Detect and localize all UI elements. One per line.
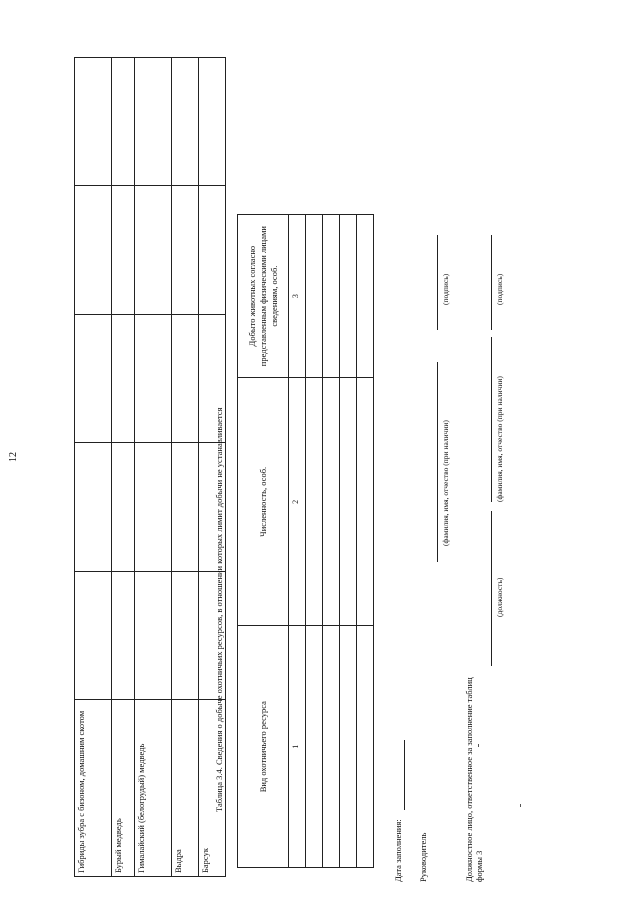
table-cell [323,378,340,626]
table-row [135,58,172,877]
official-name-hint: (фамилия, имя, отчество (при наличии) [495,376,504,502]
table-row [357,215,374,868]
table-cell [306,378,323,626]
table-caption: Таблица 3.4. Сведения о добыче охотничьих ресурсов, в отношении которых лимит добычи не устанавливается [214,407,224,812]
table-cell [340,626,357,868]
table-cell [135,314,172,442]
official-name-line [491,337,492,502]
head-name-hint: (фамилия, имя, отчество (при наличии) [441,420,450,546]
table-cell [357,215,374,378]
table-cell [199,58,226,186]
table-cell [112,443,135,571]
table-cell [340,215,357,378]
species-cell: Барсук [199,700,226,877]
species-cell: Гибриды зубра с бизоном, домашним скотом [75,700,112,877]
table-cell [172,58,199,186]
species-cell: Бурый медведь [112,700,135,877]
table-cell [112,186,135,314]
date-line [404,740,405,810]
table-cell [357,378,374,626]
scan-speck [478,744,479,747]
table-row [340,215,357,868]
table-cell [75,314,112,442]
table-row [306,215,323,868]
column-number-row [289,215,306,868]
table-row [112,58,135,877]
table-cell [135,186,172,314]
table-cell [172,571,199,699]
table-cell [75,186,112,314]
official-signature-hint: (подпись) [495,273,504,305]
table-cell [323,215,340,378]
official-position-line [491,511,492,666]
head-signature-line [437,235,438,330]
date-label: Дата заполнения: [393,819,403,882]
column-header-species: Вид охотничьего ресурса [238,626,289,868]
head-signature-hint: (подпись) [441,273,450,305]
table-cell [357,626,374,868]
table-cell [135,571,172,699]
table-cell [135,58,172,186]
column-header-harvested: Добыто животных согласно представленным физическими лицами сведениям, особ. [238,215,289,378]
table-cell [112,571,135,699]
species-cell: Гималайский (белогрудый) медведь [135,700,172,877]
column-number: 2 [289,378,306,626]
table-cell [135,443,172,571]
table-cell [323,626,340,868]
official-signature-line [491,235,492,330]
table-cell [112,314,135,442]
official-position-hint: (должность) [495,577,504,617]
head-label: Руководитель [418,832,428,882]
table-row [172,58,199,877]
table-cell [112,58,135,186]
column-number: 1 [289,626,306,868]
table-cell [172,314,199,442]
table-cell [75,571,112,699]
species-table-continuation [74,57,226,877]
official-label: Должностное лицо, ответственное за заполнение таблиц формы 3 [464,677,484,882]
table-row [75,58,112,877]
table-cell [75,443,112,571]
table-cell [75,58,112,186]
table-cell [172,186,199,314]
harvest-table [237,214,374,868]
table-header-row [238,215,289,868]
species-cell: Выдра [172,700,199,877]
column-number: 3 [289,215,306,378]
table-cell [199,186,226,314]
table-cell [306,626,323,868]
head-name-line [437,362,438,562]
table-row [323,215,340,868]
page-number: 12 [8,452,19,462]
table-cell [340,378,357,626]
scan-speck [520,804,521,807]
table-cell [172,443,199,571]
column-header-population: Численность, особ. [238,378,289,626]
table-cell [306,215,323,378]
